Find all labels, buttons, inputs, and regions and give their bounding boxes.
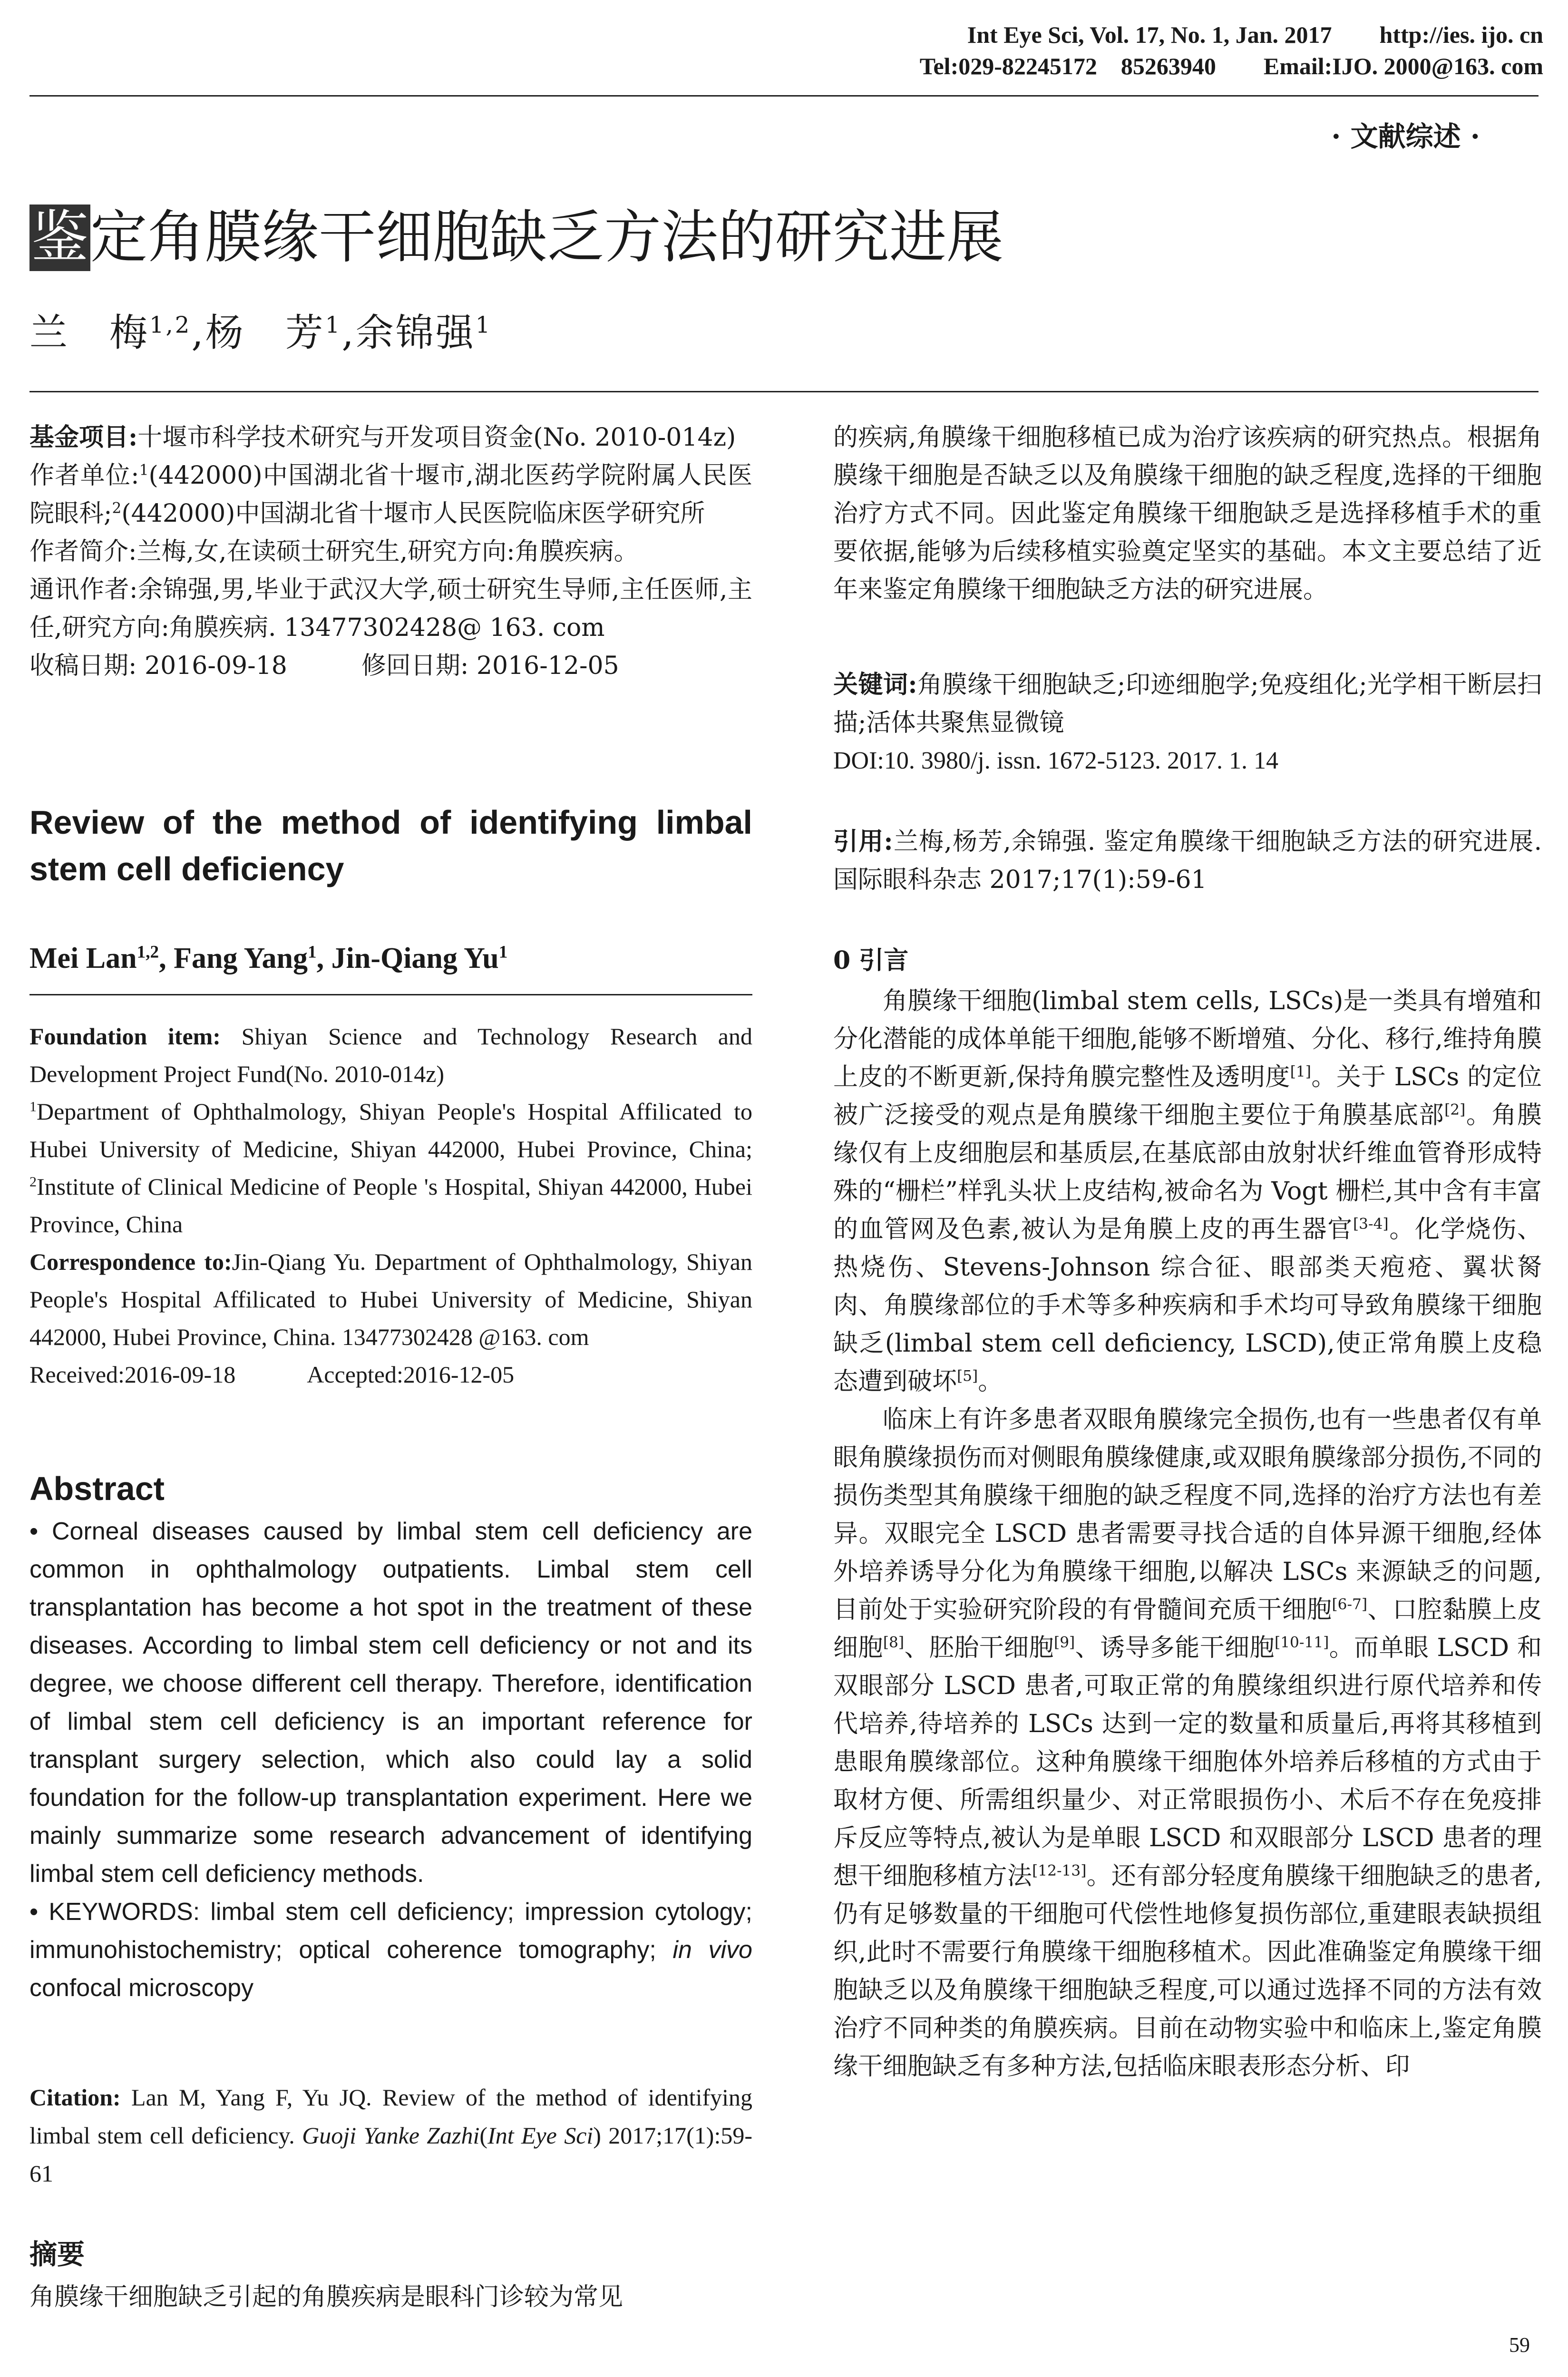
unit-cn: 作者单位:$^1$(442000)中国湖北省十堰市,湖北医药学院附属人民医院眼科;$^2$(442000)中国湖北省十堰市人民医院临床医学研究所 [29, 461, 753, 528]
bio-cn: 作者简介:兰梅,女,在读硕士研究生,研究方向:角膜疾病。 [29, 537, 639, 566]
info-block-cn [29, 419, 752, 685]
fund-cn: 基金项目:十堰市科学技术研究与开发项目资金(No. 2010-014z) [29, 423, 736, 452]
body-text [833, 982, 1542, 2085]
abstract-cn-start: 角膜缘干细胞缺乏引起的角膜疾病是眼科门诊较为常见 [29, 2283, 623, 2311]
fund-en: Foundation item: Shiyan Science and Technology Research and Development Project Fund(No. 2010-014z) [29, 1023, 752, 1087]
abstract-heading: Abstract [29, 1470, 165, 1507]
header-rule [29, 95, 1539, 97]
authors-en-rule [29, 994, 752, 995]
corr-cn: 通讯作者:余锦强,男,毕业于武汉大学,硕士研究生导师,主任医师,主任,研究方向:角膜疾病. 13477302428@ 163. com [29, 575, 752, 642]
info-block-en [29, 1018, 752, 1393]
citation-cn: 引用:兰梅,杨芳,余锦强. 鉴定角膜缘干细胞缺乏方法的研究进展. 国际眼科杂志 2017;17(1):59-61 [833, 827, 1542, 894]
citation-en: Citation: Lan M, Yang F, Yu JQ. Review of the method of identifying limbal stem cell deficiency. Guoji Yanke Zazhi(Int Eye Sci) 2017;17(1):59-61 [29, 2084, 752, 2187]
intro-heading: 0 引言 [833, 946, 909, 975]
corr-en: Correspondence to:Jin-Qiang Yu. Department of Ophthalmology, Shiyan People's Hospital Affilicated to Hubei University of Medicine, Shiyan 442000, Hubei Province, China. 13477302428 @163. com [29, 1248, 752, 1350]
authors-cn: 兰 梅$^{1,2}$,杨 芳$^1$,余锦强$^1$ [29, 311, 492, 355]
title-rule [29, 391, 1539, 392]
dept-en: $^1$Department of Ophthalmology, Shiyan People's Hospital Affilicated to Hubei University of Medicine, Shiyan 442000, Hubei Province, China; $^2$Institute of Clinical Medicine of People 's Hospital, Shiyan 442000, Hubei Province, China [29, 1098, 752, 1237]
authors-en: Mei Lan$^{1,2}$, Fang Yang$^1$, Jin-Qiang Yu$^1$ [29, 942, 508, 974]
abstract-cn-heading: 摘要 [29, 2238, 85, 2270]
paragraph-2: 临床上有许多患者双眼角膜缘完全损伤,也有一些患者仅有单眼角膜缘损伤而对侧眼角膜缘健康,或双眼角膜缘部分损伤,不同的损伤类型其角膜缘干细胞的缺乏程度不同,选择的治疗方法也有差异。双眼完全 LSCD 患者需要寻找合适的自体异源干细胞,经体外培养诱导分化为角膜缘干细胞,以解决 LSCs 来源缺乏的问题,目前处于实验研究阶段的有骨髓间充质干细胞[6-7]、口腔黏膜上皮细胞[8]、胚胎干细胞[9]、诱导多能干细胞[10-11]。而单眼 LSCD 和双眼部分 LSCD 患者,可取正常的角膜缘组织进行原代培养和传代培养,待培养的 LSCs 达到一定的数量和质量后,再将其移植到患眼角膜缘部位。这种角膜缘干细胞体外培养后移植的方式由于取材方便、所需组织量少、对正常眼损伤小、术后不存在免疫排斥反应等特点,被认为是单眼 LSCD 和双眼部分 LSCD 患者的理想干细胞移植方法[12-13]。还有部分轻度角膜缘干细胞缺乏的患者,仍有足够数量的干细胞可代偿性地修复损伤部位,重建眼表缺损组织,此时不需要行角膜缘干细胞移植术。因此准确鉴定角膜缘干细胞缺乏以及角膜缘干细胞缺乏程度,可以通过选择不同的方法有效治疗不同种类的角膜疾病。目前在动物实验中和临床上,鉴定角膜缘干细胞缺乏有多种方法,包括临床眼表形态分析、印 [833, 1405, 1542, 2081]
title-rest: 定角膜缘干细胞缺乏方法的研究进展 [90, 205, 1003, 271]
keywords-en: • KEYWORDS: limbal stem cell deficiency; impression cytology; immunohistochemistry; optical coherence tomography; in vivo confocal microscopy [29, 1898, 752, 2002]
journal-header-line1: Int Eye Sci, Vol. 17, No. 1, Jan. 2017 http://ies. ijo. cn [967, 21, 1543, 48]
dates-en: Received:2016-09-18 Accepted:2016-12-05 [29, 1361, 515, 1388]
page-title [29, 205, 1003, 271]
section-label: · 文献综述 · [1331, 120, 1480, 153]
abstract-body-en: • Corneal diseases caused by limbal stem cell deficiency are common in ophthalmology outpatients. Limbal stem cell transplantation has become a hot spot in the treatment of these diseases. According to limbal stem cell deficiency or not and its degree, we choose different cell therapy. Therefore, identification of limbal stem cell deficiency is an important reference for transplant surgery selection, which also could lay a solid foundation for the follow-up transplantation experiment. Here we mainly summarize some research advancement of identifying limbal stem cell deficiency methods. [29, 1518, 752, 1888]
keywords-cn: 关键词:角膜缘干细胞缺乏;印迹细胞学;免疫组化;光学相干断层扫描;活体共聚焦显微镜 [833, 670, 1542, 737]
paragraph-1: 角膜缘干细胞(limbal stem cells, LSCs)是一类具有增殖和分化潜能的成体单能干细胞,能够不断增殖、分化、移行,维持角膜上皮的不断更新,保持角膜完整性及透明度[1]。关于 LSCs 的定位被广泛接受的观点是角膜缘干细胞主要位于角膜基底部[2]。角膜缘仅有上皮细胞层和基质层,在基底部由放射状纤维血管脊形成特殊的“栅栏”样乳头状上皮结构,被命名为 Vogt 栅栏,其中含有丰富的血管网及色素,被认为是角膜上皮的再生器官[3-4]。化学烧伤、热烧伤、Stevens-Johnson 综合征、眼部类天疱疮、翼状胬肉、角膜缘部位的手术等多种疾病和手术均可导致角膜缘干细胞缺乏(limbal stem cell deficiency, LSCD),使正常角膜上皮稳态遭到破坏[5]。 [833, 987, 1542, 1396]
title-initial: 鉴 [29, 205, 90, 271]
page-number: 59 [1509, 2333, 1530, 2357]
title-en: Review of the method of identifying limbal stem cell deficiency [29, 804, 752, 887]
abstract-en-block [29, 1512, 752, 2007]
journal-header-line2: Tel:029-82245172 85263940 Email:IJO. 2000@163. com [919, 53, 1543, 79]
abstract-cn-cont: 的疾病,角膜缘干细胞移植已成为治疗该疾病的研究热点。根据角膜缘干细胞是否缺乏以及角膜缘干细胞的缺乏程度,选择的干细胞治疗方式不同。因此鉴定角膜缘干细胞缺乏是选择移植手术的重要依据,能够为后续移植实验奠定坚实的基础。本文主要总结了近年来鉴定角膜缘干细胞缺乏方法的研究进展。 [833, 423, 1542, 604]
dates-cn: 收稿日期: 2016-09-18 修回日期: 2016-12-05 [29, 652, 619, 680]
doi: DOI:10. 3980/j. issn. 1672-5123. 2017. 1. 14 [833, 747, 1278, 774]
